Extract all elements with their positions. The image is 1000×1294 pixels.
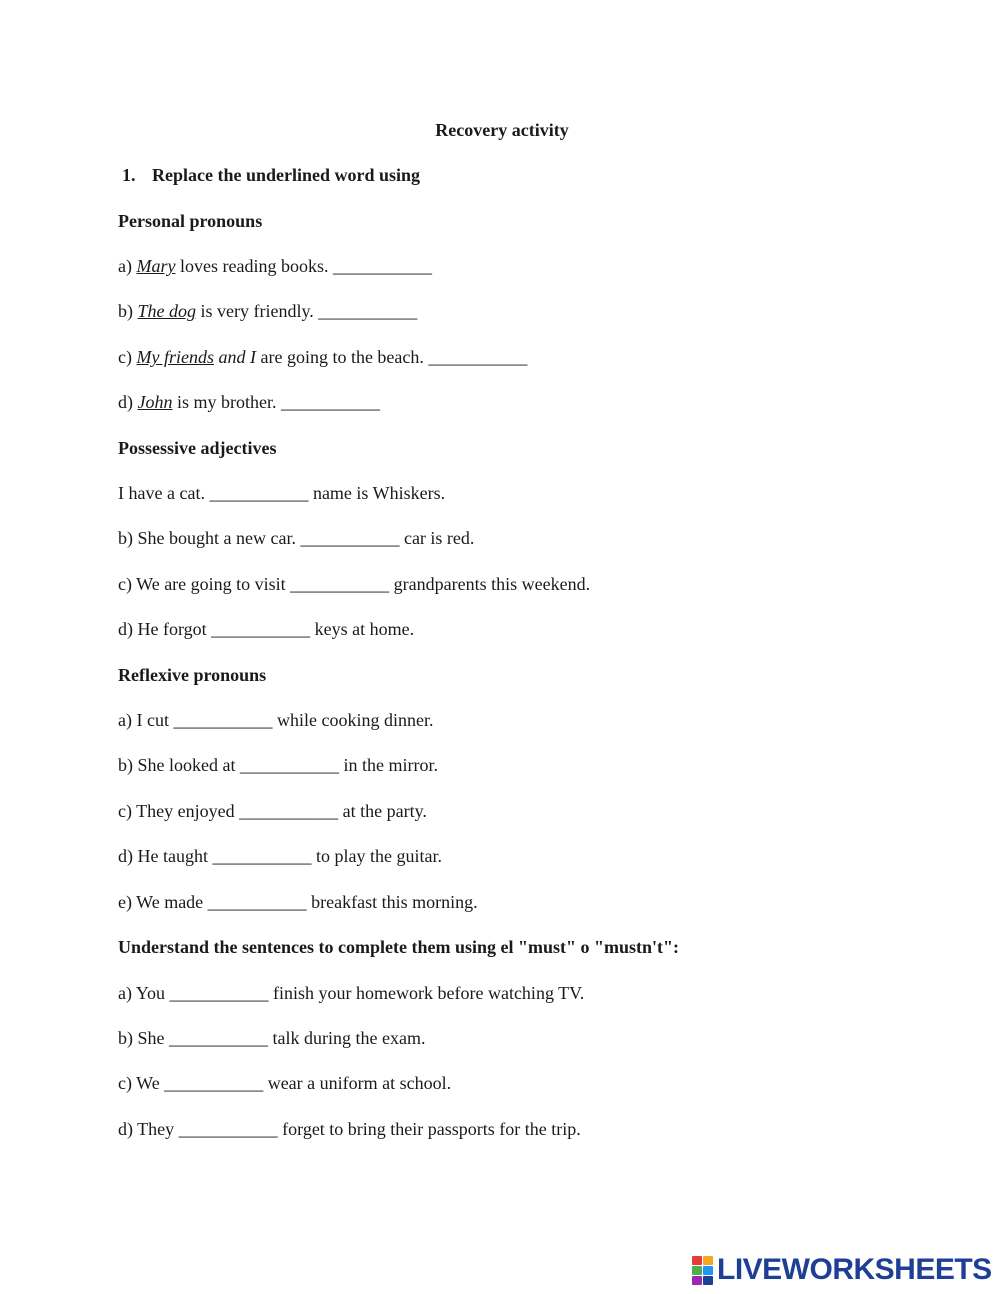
logo-block [703,1256,713,1265]
personal-item-b [118,300,417,322]
liveworksheets-logo[interactable] [692,1254,992,1286]
section-1-text: Replace the underlined word using [152,165,421,185]
item-rest: loves reading books. ___________ [175,256,432,276]
logo-icon [692,1256,713,1285]
logo-text: LIVEWORKSHEETS [717,1253,992,1286]
must-item: c) We ___________ wear a uniform at school. [118,1073,452,1093]
must-item: a) You ___________ finish your homework before watching TV. [118,983,585,1003]
item-rest: is my brother. ___________ [172,392,380,412]
section-1-heading [122,164,420,186]
italic-words: and I [213,347,256,367]
reflexive-item: c) They enjoyed ___________ at the party. [118,801,427,821]
personal-item-d [118,391,380,413]
must-item: d) They ___________ forget to bring their passports for the trip. [118,1119,581,1139]
reflexive-pronouns-heading: Reflexive pronouns [118,665,267,685]
possessive-item: c) We are going to visit ___________ grandparents this weekend. [118,574,591,594]
item-rest: are going to the beach. ___________ [255,347,528,367]
possessive-item: d) He forgot ___________ keys at home. [118,619,415,639]
personal-item-a [118,255,432,277]
underlined-word: The dog [137,301,196,321]
logo-block [692,1256,702,1265]
logo-block [692,1266,702,1275]
possessive-adjectives-heading: Possessive adjectives [118,438,277,458]
must-heading: Understand the sentences to complete them using el "must" o "mustn't": [118,937,679,957]
section-number: 1. [122,165,136,185]
item-prefix: b) [118,301,138,321]
reflexive-item: d) He taught ___________ to play the guitar. [118,846,442,866]
item-prefix: a) [118,256,137,276]
logo-block [703,1276,713,1285]
reflexive-item: b) She looked at ___________ in the mirror. [118,755,438,775]
underlined-word: My friends [136,347,214,367]
logo-block [692,1276,702,1285]
must-item: b) She ___________ talk during the exam. [118,1028,426,1048]
page-title: Recovery activity [435,120,569,140]
reflexive-item: e) We made ___________ breakfast this morning. [118,892,478,912]
underlined-word: Mary [136,256,176,276]
personal-item-c [118,346,527,368]
possessive-item: b) She bought a new car. ___________ car is red. [118,528,475,548]
underlined-word: John [137,392,173,412]
item-prefix: c) [118,347,137,367]
possessive-item: I have a cat. ___________ name is Whiskers. [118,483,446,503]
personal-pronouns-heading: Personal pronouns [118,211,263,231]
item-rest: is very friendly. ___________ [196,301,418,321]
reflexive-item: a) I cut ___________ while cooking dinner. [118,710,434,730]
logo-block [703,1266,713,1275]
item-prefix: d) [118,392,138,412]
